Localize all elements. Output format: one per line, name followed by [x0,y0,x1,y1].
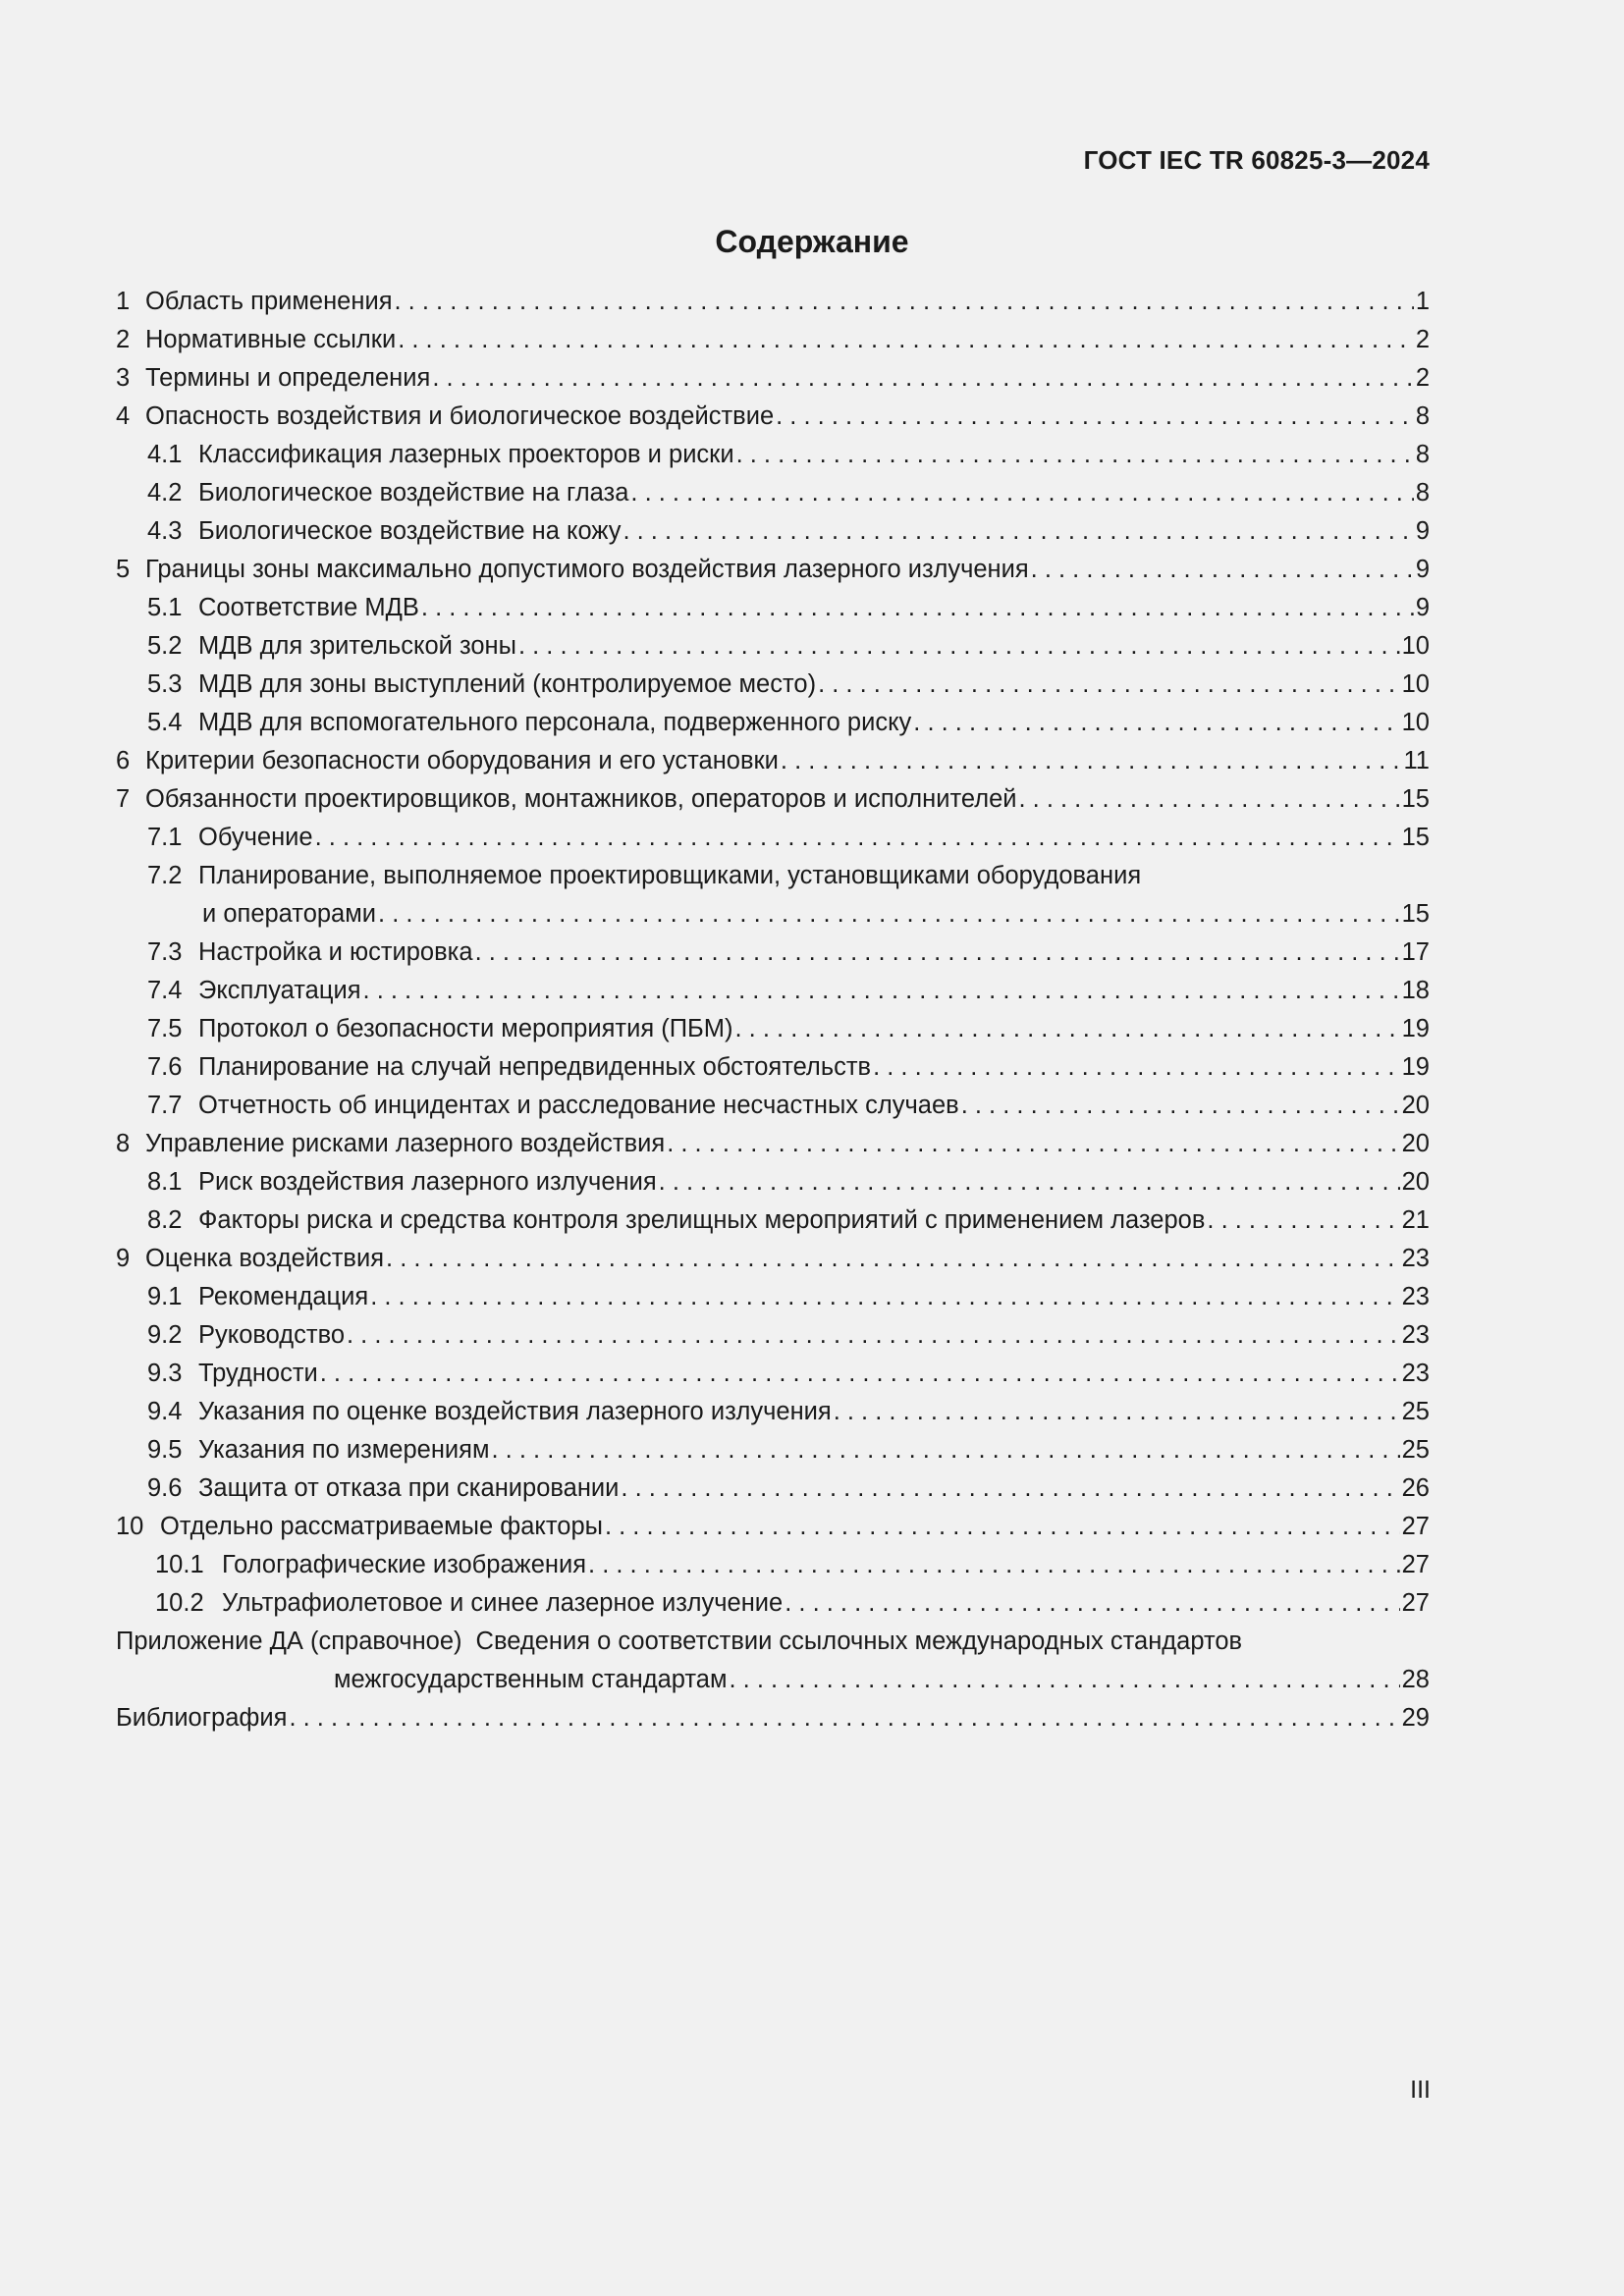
toc-entry[interactable] [116,364,1430,402]
toc-entry-page: 9 [1415,556,1430,583]
dot-leader [776,402,1414,431]
toc-entry-label: Оценка воздействия [145,1245,385,1272]
toc-entry[interactable] [116,402,1430,441]
appendix-title-continuation: межгосударственным стандартам [334,1666,728,1693]
toc-entry-number: 7.6 [147,1053,183,1081]
toc-entry-label: Отдельно рассматриваемые факторы [160,1513,603,1540]
toc-entry-page: 26 [1401,1474,1430,1502]
page-number: III [1410,2076,1431,2104]
toc-entry-number: 5.3 [147,670,183,698]
toc-entry[interactable] [116,1206,1430,1245]
toc-entry-page: 28 [1401,1666,1430,1693]
dot-leader [475,938,1400,967]
toc-entry-page: 19 [1401,1015,1430,1042]
toc-entry[interactable] [116,1092,1430,1130]
toc-entry[interactable] [116,632,1430,670]
toc-entry-label: Управление рисками лазерного воздействия [145,1130,666,1157]
dot-leader [621,1474,1399,1503]
toc-entry-page: 20 [1401,1092,1430,1119]
toc-entry-label: Руководство [198,1321,346,1349]
toc-entry-label: МДВ для зоны выступлений (контролируемое место) [198,670,817,698]
toc-entry-page: 20 [1401,1168,1430,1196]
toc-entry-number: 7.4 [147,977,183,1004]
dot-leader [1019,785,1400,814]
appendix-label: Приложение ДА (справочное) [116,1628,462,1655]
dot-leader [370,1283,1399,1311]
toc-entry[interactable] [116,709,1430,747]
dot-leader [432,364,1414,393]
toc-entry-page: 23 [1401,1245,1430,1272]
toc-entry-page: 15 [1401,824,1430,851]
toc-entry[interactable] [116,1168,1430,1206]
toc-entry-label: Риск воздействия лазерного излучения [198,1168,657,1196]
dot-leader [781,747,1402,775]
toc-entry-number: 10 [116,1513,144,1540]
dot-leader [961,1092,1400,1120]
dot-leader [1207,1206,1399,1235]
toc-entry-page: 25 [1401,1398,1430,1425]
page-title: Содержание [715,224,909,259]
toc-entry-number: 7.7 [147,1092,183,1119]
toc-entry[interactable] [116,556,1430,594]
toc-entry-label: Термины и определения [145,364,431,392]
appendix-title: Сведения о соответствии ссылочных международных стандартов [475,1628,1243,1655]
toc-appendix-continuation[interactable] [116,1666,1430,1704]
toc-appendix-entry[interactable] [116,1628,1430,1666]
dot-leader [1031,556,1414,584]
toc-entry-label: Факторы риска и средства контроля зрелищных мероприятий с применением лазеров [198,1206,1206,1234]
toc-entry-page: 10 [1401,632,1430,660]
toc-entry[interactable] [116,1474,1430,1513]
toc-entry-label: Нормативные ссылки [145,326,397,353]
dot-leader [736,441,1414,469]
toc-entry[interactable] [116,1321,1430,1360]
toc-entry-page: 29 [1401,1704,1430,1732]
toc-entry-page: 27 [1401,1513,1430,1540]
toc-entry-label: Планирование, выполняемое проектировщиками, установщиками оборудования [198,862,1142,889]
toc-entry-number: 1 [116,288,131,315]
toc-entry-page: 17 [1401,938,1430,966]
toc-entry[interactable] [116,1130,1430,1168]
toc-entry[interactable] [116,1245,1430,1283]
toc-entry-label: Планирование на случай непредвиденных обстоятельств [198,1053,872,1081]
dot-leader [588,1551,1400,1579]
dot-leader [818,670,1400,699]
toc-entry-page: 20 [1401,1130,1430,1157]
toc-entry-number: 9.5 [147,1436,183,1464]
toc-entry-page: 23 [1401,1283,1430,1310]
standard-code: ГОСТ IEC TR 60825-3—2024 [1083,145,1430,175]
toc-entry-label: МДВ для вспомогательного персонала, подверженного риску [198,709,912,736]
toc-entry-label: Рекомендация [198,1283,369,1310]
toc-entry-page: 15 [1401,785,1430,813]
dot-leader [398,326,1414,354]
toc-entry-page: 19 [1401,1053,1430,1081]
toc-entry-number: 10.1 [155,1551,204,1578]
toc-entry[interactable] [116,938,1430,977]
toc-entry-number: 9.2 [147,1321,183,1349]
toc-entry-number: 4 [116,402,131,430]
toc-entry-page: 1 [1415,288,1430,315]
toc-entry[interactable] [116,517,1430,556]
toc-entry[interactable] [116,441,1430,479]
toc-entry-label: Протокол о безопасности мероприятия (ПБМ) [198,1015,733,1042]
dot-leader [735,1015,1400,1043]
toc-entry-label: Соответствие МДВ [198,594,419,621]
toc-entry-label: Эксплуатация [198,977,361,1004]
toc-entry-label: Трудности [198,1360,318,1387]
toc-entry-label: Опасность воздействия и биологическое воздействие [145,402,775,430]
toc-entry-number: 4.2 [147,479,183,507]
dot-leader [395,288,1414,316]
toc-entry-label: Настройка и юстировка [198,938,473,966]
toc-entry-label: Указания по оценке воздействия лазерного излучения [198,1398,832,1425]
toc-entry-label-continuation: и операторами [202,900,377,928]
toc-entry-number: 4.3 [147,517,183,545]
toc-entry-page: 11 [1403,747,1430,774]
toc-entry[interactable] [116,1513,1430,1551]
toc-entry-page: 10 [1401,709,1430,736]
toc-entry[interactable] [116,862,1430,900]
dot-leader [421,594,1414,622]
toc-entry-number: 9.1 [147,1283,183,1310]
toc-entry[interactable] [116,977,1430,1015]
toc-entry-number: 5.2 [147,632,183,660]
toc-entry-number: 6 [116,747,131,774]
toc-entry-label: Голографические изображения [222,1551,587,1578]
toc-entry-page: 18 [1401,977,1430,1004]
toc-entry-label: Классификация лазерных проекторов и риски [198,441,734,468]
toc-entry[interactable] [116,1360,1430,1398]
toc-entry-label: МДВ для зрительской зоны [198,632,516,660]
toc-entry-number: 5 [116,556,131,583]
toc-entry[interactable] [116,594,1430,632]
toc-entry-continuation[interactable] [116,900,1430,938]
dot-leader [834,1398,1400,1426]
toc-entry-page: 23 [1401,1360,1430,1387]
toc-entry-page: 23 [1401,1321,1430,1349]
toc-entry-label: Ультрафиолетовое и синее лазерное излучение [222,1589,784,1617]
dot-leader [605,1513,1400,1541]
toc-entry-page: 2 [1415,364,1430,392]
toc-entry-label: Биологическое воздействие на кожу [198,517,622,545]
toc-entry[interactable] [116,1436,1430,1474]
dot-leader [363,977,1400,1005]
toc-entry-number: 10.2 [155,1589,204,1617]
toc-entry-number: 9.6 [147,1474,183,1502]
toc-entry-number: 2 [116,326,131,353]
toc-entry-label: Область применения [145,288,393,315]
toc-entry-page: 9 [1415,517,1430,545]
dot-leader [315,824,1400,852]
toc-entry[interactable] [116,670,1430,709]
toc-entry[interactable] [116,1398,1430,1436]
toc-entry-number: 5.1 [147,594,183,621]
toc-entry[interactable] [116,785,1430,824]
toc-entry-number: 3 [116,364,131,392]
toc-entry[interactable] [116,479,1430,517]
toc-entry-number: 4.1 [147,441,183,468]
dot-leader [289,1704,1399,1733]
toc-entry-number: 9 [116,1245,131,1272]
toc-entry[interactable] [116,1283,1430,1321]
toc-entry[interactable] [116,1551,1430,1589]
toc-entry-label: Защита от отказа при сканировании [198,1474,620,1502]
toc-entry-page: 27 [1401,1589,1430,1617]
toc-entry[interactable] [116,288,1430,326]
toc-entry[interactable] [116,326,1430,364]
toc-entry-number: 8.1 [147,1168,183,1196]
dot-leader [320,1360,1400,1388]
toc-entry-page: 8 [1415,402,1430,430]
dot-leader [518,632,1400,661]
toc-entry-number: 5.4 [147,709,183,736]
toc-entry[interactable] [116,1589,1430,1628]
toc-entry-label: Отчетность об инцидентах и расследование несчастных случаев [198,1092,959,1119]
table-of-contents [116,288,1430,1742]
toc-entry[interactable] [116,747,1430,785]
toc-entry[interactable] [116,1053,1430,1092]
toc-entry-number: 8 [116,1130,131,1157]
dot-leader [785,1589,1399,1618]
toc-entry-page: 9 [1415,594,1430,621]
toc-entry-page: 10 [1401,670,1430,698]
dot-leader [630,479,1413,507]
toc-entry-number: 8.2 [147,1206,183,1234]
dot-leader [378,900,1400,929]
toc-entry-number: 7.1 [147,824,183,851]
dot-leader [913,709,1399,737]
toc-entry-label: Критерии безопасности оборудования и его установки [145,747,779,774]
toc-entry-number: 7 [116,785,131,813]
dot-leader [492,1436,1400,1465]
dot-leader [667,1130,1399,1158]
toc-entry-page: 15 [1401,900,1430,928]
dot-leader [873,1053,1400,1082]
toc-entry-label: Границы зоны максимально допустимого воздействия лазерного излучения [145,556,1029,583]
toc-entry-page: 21 [1401,1206,1430,1234]
toc-entry-number: 7.2 [147,862,183,889]
toc-entry-page: 25 [1401,1436,1430,1464]
toc-entry[interactable] [116,824,1430,862]
dot-leader [347,1321,1400,1350]
toc-bibliography-entry[interactable] [116,1704,1430,1742]
dot-leader [623,517,1413,546]
toc-entry-page: 2 [1415,326,1430,353]
toc-entry-number: 9.4 [147,1398,183,1425]
toc-entry-label: Биологическое воздействие на глаза [198,479,629,507]
toc-entry-label: Обучение [198,824,313,851]
toc-entry-page: 8 [1415,441,1430,468]
bibliography-label: Библиография [116,1704,288,1732]
dot-leader [659,1168,1400,1197]
toc-entry-page: 27 [1401,1551,1430,1578]
dot-leader [729,1666,1399,1694]
toc-entry-label: Обязанности проектировщиков, монтажников, операторов и исполнителей [145,785,1017,813]
toc-entry-label: Указания по измерениям [198,1436,490,1464]
toc-entry-page: 8 [1415,479,1430,507]
toc-entry-number: 7.3 [147,938,183,966]
toc-entry-number: 7.5 [147,1015,183,1042]
dot-leader [386,1245,1400,1273]
toc-entry[interactable] [116,1015,1430,1053]
toc-entry-number: 9.3 [147,1360,183,1387]
